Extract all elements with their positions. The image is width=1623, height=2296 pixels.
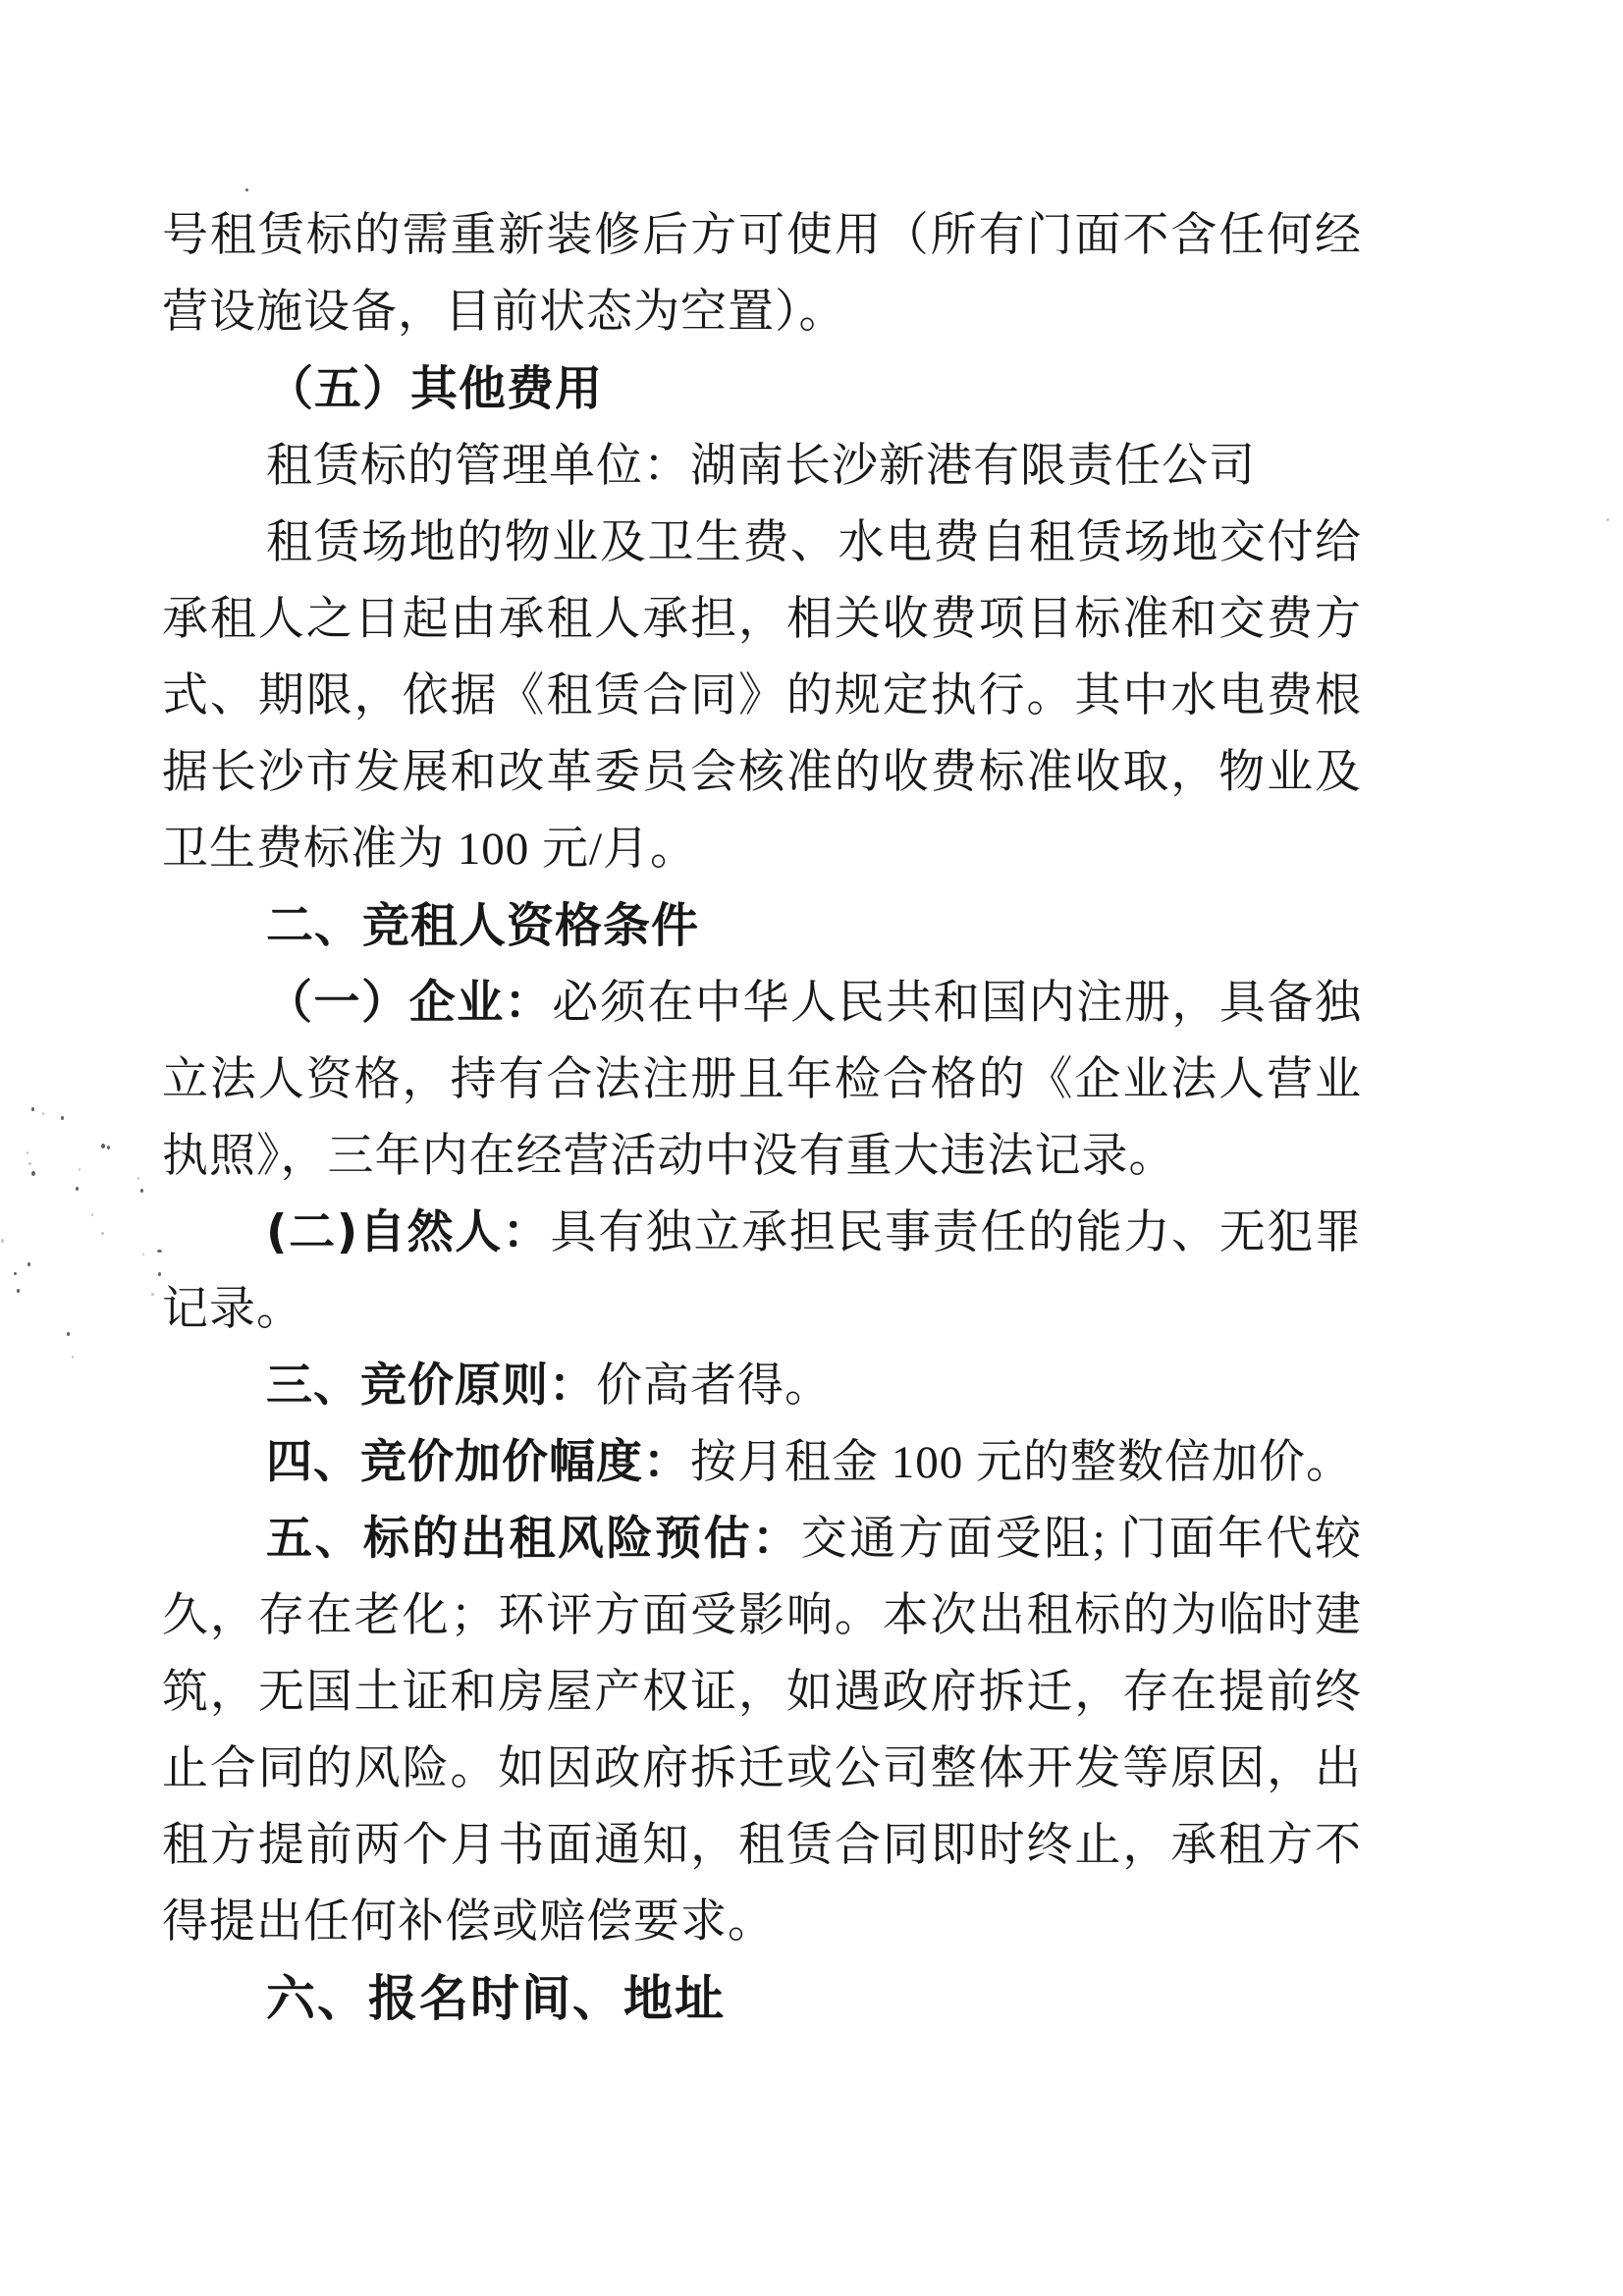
noise-dot: [1606, 518, 1609, 521]
paragraph-management-unit: [162, 428, 1362, 505]
paragraph-text: 号租赁标的需重新装修后方可使用（所有门面不含任何经营设施设备，目前状态为空置）。: [162, 210, 1362, 338]
heading-label: 二、竞租人资格条件: [266, 898, 700, 953]
paragraph-text: 必须在中华人民共和国内注册，具备独立法人资格，持有合法注册且年检合格的《企业法人营业执照》，三年内在经营活动中没有重大违法记录。: [162, 978, 1363, 1182]
noise-dot: [28, 1162, 31, 1165]
paragraph-lead: 四、竞价加价幅度：: [266, 1435, 690, 1489]
noise-dot: [31, 1107, 34, 1111]
heading-label: （五）其他费用: [266, 361, 604, 416]
paragraph-lead: 三、竞价原则：: [266, 1359, 596, 1413]
paragraph-text: 按月租金 100 元的整数倍加价。: [690, 1437, 1353, 1488]
paragraph-fees-detail: [162, 505, 1362, 887]
paragraph-natural-person-requirement: [162, 1195, 1362, 1348]
paragraph-bidding-principle: [162, 1348, 1362, 1424]
noise-dot: [14, 1272, 17, 1275]
noise-dot: [79, 1168, 81, 1171]
paragraph-lead: 五、标的出租风险预估：: [266, 1512, 801, 1566]
paragraph-risk-assessment: [162, 1501, 1362, 1960]
noise-dot: [27, 1262, 30, 1266]
noise-dot: [17, 1289, 20, 1293]
noise-dot: [101, 1144, 105, 1148]
noise-dot: [72, 1356, 74, 1359]
noise-dot: [76, 1187, 79, 1191]
paragraph-text: 价高者得。: [596, 1361, 832, 1412]
noise-dot: [107, 1146, 110, 1149]
noise-dot: [140, 1189, 143, 1193]
paragraph-enterprise-requirement: [162, 965, 1362, 1195]
paragraph-lead: （一）企业：: [266, 976, 553, 1030]
paragraph-lead: (二)自然人：: [266, 1205, 551, 1259]
noise-dot: [67, 1332, 70, 1336]
noise-dot: [158, 1272, 161, 1276]
paragraph-continuation: [162, 197, 1362, 350]
section-heading-other-fees: [162, 350, 1362, 428]
noise-dot: [42, 1112, 44, 1115]
paragraph-text: 租赁标的管理单位：湖南长沙新港有限责任公司: [266, 441, 1256, 492]
paragraph-text: 具有独立承担民事责任的能力、无犯罪记录。: [162, 1207, 1363, 1335]
heading-label: 六、报名时间、地址: [266, 1970, 726, 2027]
section-heading-registration: [162, 1960, 1362, 2039]
document-body: [162, 0, 1362, 2039]
noise-dot: [61, 1116, 64, 1120]
paragraph-text: 交通方面受阻; 门面年代较久，存在老化；环评方面受影响。本次出租标的为临时建筑，无国土证和房屋产权证，如遇政府拆迁，存在提前终止合同的风险。如因政府拆迁或公司整体开发等原因，出租方提前两个月书面通知，租赁合同即时终止，承租方不得提出任何补偿或赔偿要求。: [162, 1514, 1362, 1948]
noise-dot: [101, 1232, 104, 1235]
noise-dot: [31, 1171, 35, 1176]
noise-dot: [27, 1151, 28, 1154]
noise-dot: [1, 1239, 4, 1243]
paragraph-bid-increment: [162, 1424, 1362, 1501]
noise-dot: [142, 1254, 144, 1255]
noise-dot: [137, 1177, 139, 1180]
noise-dot: [151, 1293, 154, 1296]
section-heading-qualifications: [162, 887, 1362, 965]
paragraph-text: 租赁场地的物业及卫生费、水电费自租赁场地交付给承租人之日起由承租人承担，相关收费项目标准和交费方式、期限，依据《租赁合同》的规定执行。其中水电费根据长沙市发展和改革委员会核准的收费标准收取，物业及卫生费标准为 100 元/月。: [162, 517, 1362, 875]
noise-dot: [91, 1213, 93, 1216]
